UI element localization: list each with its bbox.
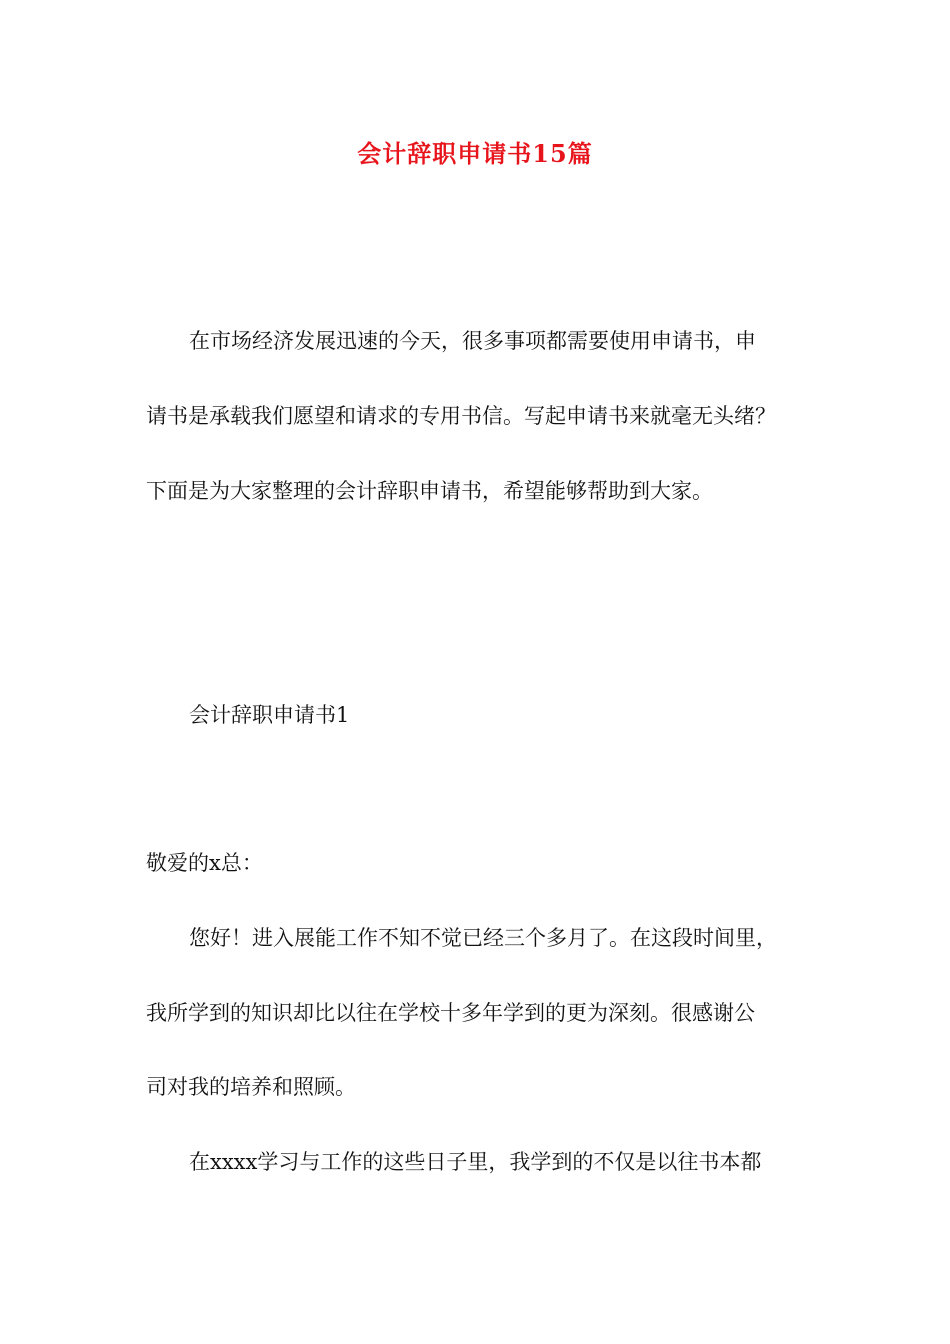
document-title: 会计辞职申请书15篇: [357, 139, 593, 168]
body-line-2: 我所学到的知识却比以往在学校十多年学到的更为深刻。很感谢公: [146, 1001, 755, 1025]
body-line-4: 在xxxx学习与工作的这些日子里，我学到的不仅是以往书本都: [189, 1150, 762, 1174]
intro-line-3: 下面是为大家整理的会计辞职申请书，希望能够帮助到大家。: [146, 479, 713, 503]
body-line-3: 司对我的培养和照顾。: [146, 1075, 356, 1099]
intro-line-2: 请书是承载我们愿望和请求的专用书信。写起申请书来就毫无头绪？: [146, 404, 776, 428]
body-line-1: 您好！进入展能工作不知不觉已经三个多月了。在这段时间里，: [189, 926, 777, 950]
intro-line-1: 在市场经济发展迅速的今天，很多事项都需要使用申请书，申: [189, 329, 756, 353]
salutation: 敬爱的x总：: [146, 851, 263, 875]
section-heading: 会计辞职申请书1: [189, 703, 350, 727]
